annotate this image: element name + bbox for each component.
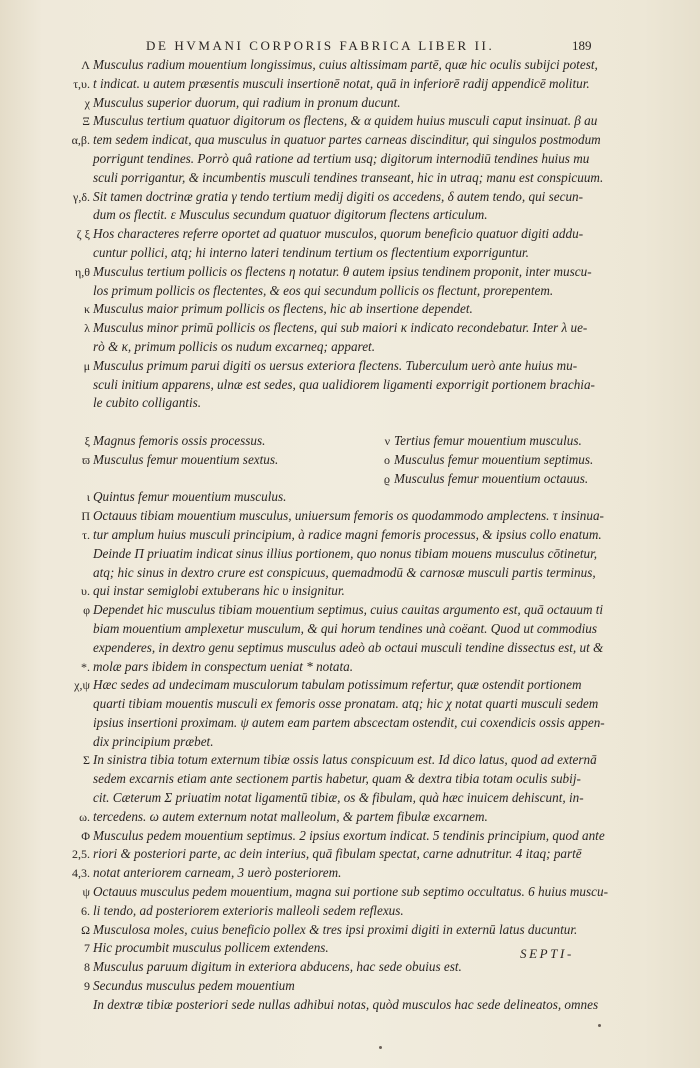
column-text: Tertius femur mouentium musculus.	[394, 432, 582, 448]
margin-sigla: *.	[81, 659, 90, 674]
line-text: Musculus superior duorum, qui radium in pronum ducunt.	[93, 94, 401, 110]
paper-speck	[598, 1024, 601, 1027]
text-line	[0, 733, 700, 752]
margin-sigla: 7	[84, 941, 90, 956]
text-line	[0, 94, 700, 113]
text-line	[0, 770, 700, 789]
text-line	[0, 921, 700, 940]
margin-sigla: τ.	[82, 527, 90, 542]
text-line	[0, 338, 700, 357]
line-text: Musculus primum parui digiti os uersus exteriora flectens. Tuberculum uerò ante huius mu-	[93, 357, 578, 373]
line-text: Musculus maior primum pollicis os flectens, hic ab insertione dependet.	[93, 301, 473, 317]
text-line	[0, 845, 700, 864]
line-text: Musculus tertium pollicis os flectens η notatur. θ autem ipsius tendinem proponit, inter muscu-	[93, 263, 592, 279]
line-text: Deinde Π priuatim indicat sinus illius portionem, quo nonus tibiam mouens musculus cōtinetur,	[93, 545, 598, 561]
line-text: cuntur pollici, atq; hi interno lateri tendinum tertium os flectentium exporriguntur.	[93, 244, 529, 260]
line-text: In sinistra tibia totum externum tibiæ ossis latus conspicuum est. Id dico latus, quod ad externā	[93, 752, 597, 768]
line-text: cit. Cæterum Σ priuatim notat ligamentū tibiæ, os & fibulam, quà hæc inuicem dehiscunt, in-	[93, 790, 584, 806]
column-text: Musculus femur mouentium octauus.	[394, 470, 589, 486]
line-text: Quintus femur mouentium musculus.	[93, 489, 287, 505]
line-text: Musculus radium mouentium longissimus, cuius altissimam partē, quæ hic oculis subijci potest,	[93, 57, 598, 72]
margin-sigla: Ξ	[82, 114, 90, 129]
margin-sigla: 6.	[81, 903, 90, 918]
margin-sigla: Σ	[83, 753, 90, 768]
line-text: riori & posteriori parte, ac dein interius, quā fibulam spectat, carne adnutritur. 4 itaq; partē	[93, 846, 582, 862]
line-text: dum os flectit. ε Musculus secundum quatuor digitorum flectens articulum.	[93, 207, 488, 223]
margin-sigla: ν	[384, 433, 390, 448]
line-text: expenderes, in dextro genu septimus musculus adeò ab octaui musculi tendine dissectus est, ut &	[93, 639, 604, 655]
margin-sigla: ζ ξ	[76, 227, 90, 242]
text-line	[0, 996, 700, 1015]
text-line	[0, 601, 700, 620]
line-text: molæ pars ibidem in conspectum ueniat * notata.	[93, 658, 354, 674]
text-line	[0, 357, 700, 376]
margin-sigla: τ,υ.	[73, 76, 90, 91]
text-line	[0, 714, 700, 733]
text-line	[0, 300, 700, 319]
column-text: Magnus femoris ossis processus.	[93, 432, 266, 448]
text-line	[0, 582, 700, 601]
text-line	[0, 564, 700, 583]
text-line	[0, 789, 700, 808]
line-text: los primum pollicis os flectentes, & eos qui secundum pollicis os flectunt, prorepentem.	[93, 282, 554, 298]
line-text: Hæc sedes ad undecimam musculorum tabulam potissimum refertur, quæ ostendit portionem	[93, 677, 582, 693]
margin-sigla: 2,5.	[72, 847, 90, 862]
text-line	[0, 751, 700, 770]
margin-sigla: 4,3.	[72, 866, 90, 881]
margin-sigla: Π	[81, 509, 90, 524]
margin-sigla: φ	[83, 603, 90, 618]
margin-sigla: ω.	[79, 809, 90, 824]
margin-sigla: Φ	[81, 828, 90, 843]
catchword: SEPTI-	[520, 946, 574, 961]
line-text: Octauus tibiam mouentium musculus, uniuersum femoris os quodammodo amplectens. τ insinua-	[93, 508, 604, 524]
margin-sigla: ι	[86, 490, 90, 505]
margin-sigla: ϱ	[383, 471, 390, 486]
text-line	[0, 939, 700, 958]
margin-sigla: υ.	[81, 584, 90, 599]
line-text: Hic procumbit musculus pollicem extendens.	[93, 940, 329, 956]
text-line	[0, 131, 700, 150]
margin-sigla: χ	[84, 95, 90, 110]
margin-sigla: α,β.	[71, 133, 90, 148]
text-line	[0, 676, 700, 695]
text-line	[0, 902, 700, 921]
text-line	[0, 488, 700, 507]
text-line	[0, 188, 700, 207]
line-text: Hos characteres referre oportet ad quatuor musculos, quorum beneficio quatuor digiti addu-	[93, 226, 584, 242]
line-text: notat anteriorem carneam, 3 uerò posteriorem.	[93, 865, 342, 881]
text-line	[0, 413, 700, 432]
margin-sigla: 9	[84, 979, 90, 994]
text-line	[0, 808, 700, 827]
line-text: atq; hic sinus in dextro crure est conspicuus, quemadmodū & carnosæ musculi partis terminus,	[93, 564, 596, 580]
line-text: sedem excarnis etiam ante sectionem partis habetur, quam & dextra tibia totam oculis subij-	[93, 771, 581, 787]
line-text: Musculus paruum digitum in exteriora abducens, hac sede obuius est.	[93, 959, 462, 975]
page-header	[0, 38, 700, 56]
line-text: Sit tamen doctrinæ gratia γ tendo tertium medij digiti os accedens, δ autem tendo, qui secun-	[93, 188, 584, 204]
line-text: ipsius insertioni proximam. ψ autem eam partem abscectam ostendit, cui coxendicis ossis appen-	[93, 714, 605, 730]
line-text: li tendo, ad posteriorem exterioris malleoli sedem reflexus.	[93, 902, 404, 918]
text-line	[0, 282, 700, 301]
margin-sigla: Λ	[81, 58, 90, 72]
line-text: Musculus tertium quatuor digitorum os flectens, & α quidem huius musculi caput insinuat. β au	[93, 113, 598, 129]
text-line	[0, 150, 700, 169]
text-line	[0, 507, 700, 526]
text-line	[0, 112, 700, 131]
line-text: Dependet hic musculus tibiam mouentium septimus, cuius cauitas argumento est, quā octauum ti	[93, 602, 604, 618]
line-text: Musculus minor primū pollicis os flectens, qui sub maiori κ indicato recondebatur. Inter λ ue-	[93, 320, 588, 336]
text-line	[0, 545, 700, 564]
margin-sigla: λ	[84, 321, 90, 336]
line-text: quarti tibiam mouentis musculi ex femoris osse pronatam. atq; hic χ notat quarti musculi sedem	[93, 696, 599, 712]
line-text: qui instar semiglobi extuberans hic υ insignitur.	[93, 583, 345, 599]
two-column-line	[0, 470, 700, 489]
line-text: rò & κ, primum pollicis os nudum excarneq; apparet.	[93, 338, 376, 354]
paper-speck	[379, 1046, 382, 1049]
line-text: Secundus musculus pedem mouentium	[93, 978, 295, 994]
text-line	[0, 658, 700, 677]
text-line	[0, 225, 700, 244]
text-line	[0, 263, 700, 282]
line-text: Octauus musculus pedem mouentium, magna sui portione sub septimo occultatus. 6 huius muscu-	[93, 884, 609, 900]
text-body	[0, 56, 700, 1015]
two-column-line	[0, 451, 700, 470]
text-line	[0, 75, 700, 94]
line-text: porrigunt tendines. Porrò quâ ratione ad tertium usq; digitorum internodiū tendines huius mu	[93, 150, 590, 166]
text-line	[0, 827, 700, 846]
margin-sigla: ψ	[82, 885, 90, 900]
line-text: tur amplum huius musculi principium, à radice magni femoris processus, & ipsius collo enatum.	[93, 526, 602, 542]
line-text: tem sedem indicat, qua musculus in quatuor partes carneas discinditur, qui singulos postmodum	[93, 132, 601, 148]
text-line	[0, 206, 700, 225]
line-text: t indicat. u autem præsentis musculi insertionē notat, quā in inferiorē radij appendicē molitur.	[93, 75, 590, 91]
margin-sigla: ξ	[84, 433, 90, 448]
margin-sigla: Ω	[81, 922, 90, 937]
line-text: tercedens. ω autem externum notat malleolum, & partem fibulæ excarnem.	[93, 808, 488, 824]
text-line	[0, 977, 700, 996]
text-line	[0, 56, 700, 75]
margin-sigla: ϖ	[82, 452, 90, 467]
text-line	[0, 864, 700, 883]
margin-sigla: ο	[384, 452, 390, 467]
text-line	[0, 376, 700, 395]
text-line	[0, 639, 700, 658]
text-line	[0, 883, 700, 902]
line-text: le cubito colligantis.	[93, 395, 202, 411]
line-text: In dextræ tibiæ posteriori sede nullas adhibui notas, quòd musculos hac sede delineatos, omnes	[93, 996, 599, 1012]
text-line	[0, 958, 700, 977]
margin-sigla: γ,δ.	[73, 189, 90, 204]
running-head: DE HVMANI CORPORIS FABRICA LIBER II.	[146, 38, 495, 53]
line-text: Musculus pedem mouentium septimus. 2 ipsius exortum indicat. 5 tendinis principium, quod ante	[93, 827, 605, 843]
column-text: Musculus femur mouentium sextus.	[93, 451, 279, 467]
margin-sigla: κ	[83, 302, 90, 317]
text-line	[0, 620, 700, 639]
margin-sigla: χ,ψ	[74, 678, 90, 693]
page-number: 189	[572, 38, 592, 53]
margin-sigla: 8	[84, 960, 90, 975]
text-line	[0, 394, 700, 413]
line-text: Musculosa moles, cuius beneficio pollex & tres ipsi proximi digiti in externū latus ducuntur.	[93, 921, 578, 937]
line-text: dix principium præbet.	[93, 733, 214, 749]
line-text: sculi porrigantur, & incumbentis musculi tendines transeant, hic in utraq; manu est conspicuum.	[93, 169, 604, 185]
line-text: sculi initium apparens, ulnæ est sedes, qua ualidiorem ligamenti exporrigit portionem brachia-	[93, 376, 595, 392]
margin-sigla: η,θ	[74, 264, 90, 279]
two-column-line	[0, 432, 700, 451]
text-line	[0, 244, 700, 263]
text-line	[0, 695, 700, 714]
margin-sigla: μ	[83, 358, 90, 373]
column-text: Musculus femur mouentium septimus.	[394, 451, 594, 467]
text-line	[0, 169, 700, 188]
text-line	[0, 319, 700, 338]
line-text: biam mouentium amplexetur musculum, & qui horum tendines unà coëant. Quod ut commodius	[93, 620, 597, 636]
text-line	[0, 526, 700, 545]
